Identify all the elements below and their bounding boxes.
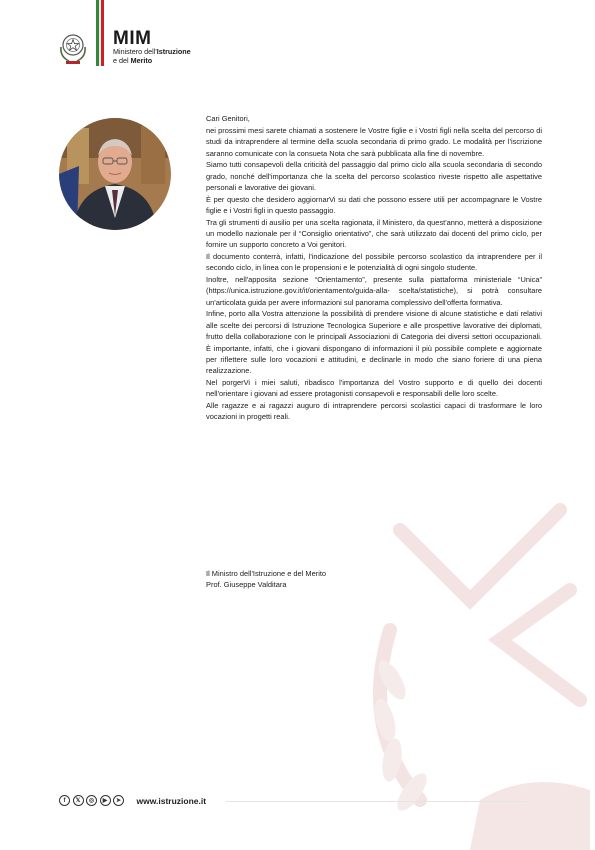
letter-greeting: Cari Genitori, <box>206 114 250 123</box>
letter-paragraph: Il documento conterrà, infatti, l'indicazione del possibile percorso scolastico da intraprendere per il secondo ciclo, in linea con le propensioni e le potenzialità di ogni singolo studente. <box>206 251 542 273</box>
telegram-icon[interactable]: ➤ <box>113 795 124 806</box>
logo-acronym: MIM <box>113 28 152 49</box>
signature-title: Il Ministro dell'Istruzione e del Merito <box>206 569 327 578</box>
letter-paragraph: Infine, porto alla Vostra attenzione la possibilità di prendere visione di alcune statistiche e dati relativi alle scelte dei percorsi di Istruzione Tecnologica Superiore e alle prospettive lavorative dei diplomati, frutto della collaborazione con le principali Associazioni di Categoria dei diversi settori occupazionali. È importante, infatti, che i giovani dispongano di informazioni il più possibile complete e aggiornate per riflettere sulle loro vocazioni e attitudini, e declinarle in modo che siano foriere di una piena realizzazione. <box>206 309 542 376</box>
youtube-icon[interactable]: ▶ <box>100 795 111 806</box>
signature-name: Prof. Giuseppe Valditara <box>206 580 287 590</box>
letter-paragraph: Nel porgerVi i miei saluti, ribadisco l'importanza del Vostro supporto e di quello dei docenti nell'orientare i giovani ad essere protagonisti consapevoli e responsabili delle loro scelte. <box>206 377 542 399</box>
footer <box>59 795 206 806</box>
letter-paragraph: Inoltre, nell'apposita sezione “Orientamento”, presente sulla piattaforma ministeriale “Unica” (https://unica.istruzione.gov.it/it/orientamento/guida-alla- scelta/statistiche), si potrà consultare un'articolata guida per avere informazioni sul panorama complessivo dell'offerta formativa. <box>206 274 542 307</box>
letter-body <box>206 113 542 423</box>
facebook-icon[interactable]: f <box>59 795 70 806</box>
watermark-emblem-icon <box>330 470 595 850</box>
letter-paragraph: Tra gli strumenti di ausilio per una scelta ragionata, il Ministero, da quest'anno, metterà a disposizione un modello nazionale per il “Consiglio orientativo”, che sarà utilizzato dai docenti del primo ciclo, per fornire un supporto concreto a Voi genitori. <box>206 217 542 250</box>
republic-emblem-icon <box>57 30 89 66</box>
footer-divider <box>226 801 526 802</box>
letter-paragraph: Siamo tutti consapevoli della criticità del passaggio dal primo ciclo alla scuola secondaria di secondo grado, nonché dell'importanza che la scelta del percorso scolastico riveste rispetto alle aspettative personali e lavorative dei giovani. <box>206 160 542 193</box>
logo-line-ministry: Ministero dell'Istruzione <box>113 47 191 56</box>
letter-paragraph: È per questo che desidero aggiornarVi su dati che possono essere utili per accompagnare le Vostre figlie e i Vostri figli in questo passaggio. <box>206 194 542 216</box>
logo-line-merit: e del Merito <box>113 55 153 65</box>
letter-paragraph: nei prossimi mesi sarete chiamati a sostenere le Vostre figlie e i Vostri figli nella scelta del percorso di studi da intraprendere al termine della scuola secondaria di primo grado. Le modalità per l'iscrizione saranno comunicate con la consueta Nota che sarà pubblicata alla fine di novembre. <box>206 125 542 158</box>
ministry-logo <box>113 29 191 65</box>
letter-paragraph: Alle ragazze e ai ragazzi auguro di intraprendere percorsi scolastici capaci di trasformare le loro vocazioni in progetti reali. <box>206 400 542 422</box>
website-link[interactable]: www.istruzione.it <box>136 795 207 806</box>
signature-block <box>206 568 326 591</box>
minister-portrait <box>59 118 171 230</box>
flag-stripe-red <box>101 0 104 66</box>
x-icon[interactable]: 𝕏 <box>73 795 84 806</box>
instagram-icon[interactable]: ◎ <box>86 795 97 806</box>
